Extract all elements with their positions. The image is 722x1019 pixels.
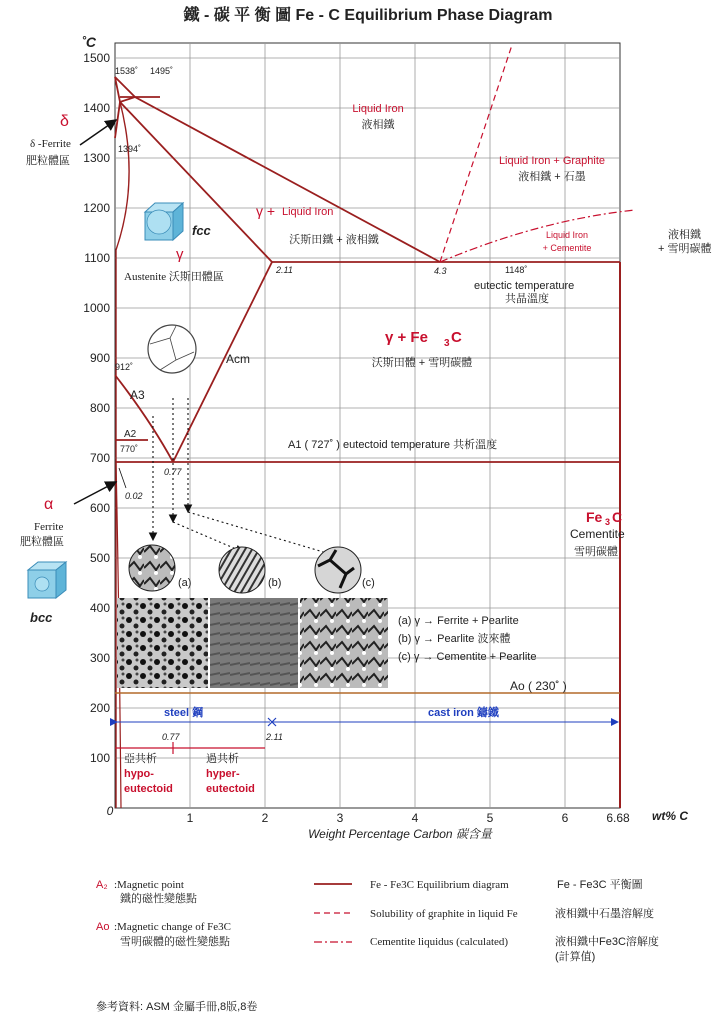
- fe3c-c: C: [612, 509, 623, 525]
- fe3c-label: Fe: [586, 509, 603, 525]
- graphite-solubility-line: [440, 45, 512, 262]
- y-tick: 700: [89, 451, 110, 465]
- x-tick: 6.68: [606, 811, 630, 825]
- a3-label: A3: [130, 388, 145, 402]
- legend-dashed-zh: 液相鐵中石墨溶解度: [555, 908, 654, 920]
- right-label-2: + 雪明碳體: [658, 243, 712, 255]
- p002-leader: [119, 468, 126, 488]
- legend-a2-line2: 鐵的磁性變態點: [120, 893, 197, 905]
- hypo-2: eutectoid: [124, 783, 173, 795]
- steel-cast-iron-bar: [115, 718, 618, 754]
- fcc-label: fcc: [192, 223, 211, 238]
- liquid-cementite-1: Liquid Iron: [545, 230, 589, 240]
- hypo-zh: 亞共析: [124, 753, 157, 765]
- liquid-graphite-en: Liquid Iron + Graphite: [498, 155, 606, 167]
- austenite-label: Austenite 沃斯田體區: [124, 271, 224, 283]
- legend-solid-label: Fe - Fe3C Equilibrium diagram: [370, 879, 509, 891]
- y-tick: 300: [89, 651, 110, 665]
- point-1394: 1394˚: [118, 144, 142, 154]
- eutectic-zh: 共晶溫度: [505, 293, 549, 305]
- transformation-a: (a) γ → Ferrite + Pearlite: [398, 615, 519, 627]
- legend-solid-zh: Fe - Fe3C 平衡圖: [557, 879, 643, 891]
- a2-label: A2: [124, 429, 137, 440]
- bcc-crystal-icon: [28, 562, 66, 598]
- legend-ao-key: Ao: [96, 921, 110, 933]
- legend-a2-key: A₂: [96, 879, 108, 891]
- y-axis: [81, 34, 110, 765]
- ao-label: Ao ( 230˚ ): [510, 679, 567, 693]
- gamma-liquid-en: Liquid Iron: [282, 206, 334, 218]
- y-tick: 1000: [83, 301, 110, 315]
- acm-label: Acm: [226, 352, 250, 366]
- y-tick: 200: [89, 701, 110, 715]
- y-tick: 1300: [83, 151, 110, 165]
- fe3c-sub: 3: [605, 517, 611, 527]
- x-tick: 0: [106, 804, 114, 818]
- delta-arrow: [80, 120, 116, 145]
- marker-0-77: 0.77: [162, 732, 180, 742]
- gamma-symbol: γ: [176, 246, 184, 263]
- hyper-zh: 過共析: [206, 753, 239, 765]
- legend-a2-line1: :Magnetic point: [114, 879, 184, 891]
- y-tick: 100: [89, 751, 110, 765]
- steel-bar-labels: [124, 705, 500, 795]
- bcc-label: bcc: [30, 610, 53, 625]
- legend-ao-line1: :Magnetic change of Fe3C: [114, 921, 231, 933]
- y-tick: 400: [89, 601, 110, 615]
- x-axis-title: Weight Percentage Carbon 碳含量: [308, 827, 492, 841]
- point-0-77: 0.77: [164, 467, 182, 477]
- alpha-symbol: α: [44, 496, 54, 513]
- micro-label-b: (b): [268, 577, 282, 589]
- steel-label: steel 鋼: [164, 707, 204, 719]
- point-1148: 1148˚: [505, 265, 528, 275]
- legend-dashdot-zh1: 液相鐵中Fe3C溶解度: [555, 936, 659, 948]
- y-tick: 1200: [83, 201, 110, 215]
- point-2-11: 2.11: [276, 265, 293, 275]
- hypo-1: hypo-: [124, 768, 154, 780]
- delta-ferrite-1: δ -Ferrite: [30, 138, 71, 150]
- marker-2-11: 2.11: [266, 732, 283, 742]
- hyper-1: hyper-: [206, 768, 240, 780]
- micrograph-photo-b: [210, 598, 298, 688]
- micrograph-photo-c: [300, 598, 388, 688]
- legend-dashdot-zh2: (計算值): [555, 951, 596, 963]
- x-tick: 3: [336, 811, 344, 825]
- micrograph-photo-a: [117, 598, 208, 688]
- y-tick: 900: [89, 351, 110, 365]
- x-tick: 1: [186, 811, 194, 825]
- page-title: 鐵 - 碳 平 衡 圖 Fe - C Equilibrium Phase Diagram: [183, 7, 553, 24]
- ferrite-label-1: Ferrite: [34, 521, 64, 533]
- point-912: 912˚: [115, 362, 134, 372]
- x-tick: 2: [261, 811, 269, 825]
- fcc-crystal-icon: [145, 203, 183, 240]
- cementite-en: Cementite: [570, 527, 625, 541]
- transformation-list: [398, 615, 536, 663]
- cementite-zh: 雪明碳體: [574, 546, 618, 558]
- transformation-arrows: [153, 398, 337, 556]
- point-1495: 1495˚: [150, 66, 174, 76]
- micro-label-c: (c): [362, 577, 375, 589]
- hyper-2: eutectoid: [206, 783, 255, 795]
- liquid-graphite-zh: 液相鐵 + 石墨: [518, 171, 586, 183]
- liquid-label-en: Liquid Iron: [352, 103, 404, 115]
- liquid-label-zh: 液相鐵: [361, 119, 395, 131]
- transformation-b: (b) γ → Pearlite 波來體: [398, 633, 511, 645]
- gamma-liquid-zh: 沃斯田鐵 + 液相鐵: [289, 234, 379, 246]
- gamma-fe3c-c: C: [451, 329, 462, 346]
- x-tick: 6: [561, 811, 569, 825]
- y-tick: 800: [89, 401, 110, 415]
- eutectic-en: eutectic temperature: [474, 280, 575, 292]
- legend-ao-line2: 雪明碳體的磁性變態點: [120, 936, 230, 948]
- legend: [96, 878, 659, 963]
- delta-symbol: δ: [60, 113, 69, 130]
- legend-dashdot-label: Cementite liquidus (calculated): [370, 936, 509, 948]
- austenite-grain-icon: [148, 325, 196, 373]
- a1-label: A1 ( 727˚ ) eutectoid temperature 共析溫度: [288, 439, 498, 451]
- y-tick: 1400: [83, 101, 110, 115]
- gamma-fe3c-sub: 3: [444, 338, 450, 349]
- point-770: 770˚: [120, 444, 139, 454]
- gamma-fe3c-zh: 沃斯田體 + 雪明碳體: [371, 357, 473, 369]
- x-tick: 5: [486, 811, 494, 825]
- y-tick: 600: [89, 501, 110, 515]
- y-tick: 500: [89, 551, 110, 565]
- point-0-02: 0.02: [125, 491, 143, 501]
- transformation-c: (c) γ → Cementite + Pearlite: [398, 651, 537, 663]
- right-label-1: 液相鐵: [668, 229, 701, 241]
- cast-iron-label: cast iron 鑄鐵: [428, 707, 499, 719]
- reference-note: 參考資料: ASM 金屬手冊,8版,8卷: [96, 1001, 258, 1013]
- point-1538: 1538˚: [115, 66, 139, 76]
- gamma-fe3c-label: γ + Fe: [385, 329, 428, 346]
- legend-dashed-label: Solubility of graphite in liquid Fe: [370, 908, 518, 920]
- delta-ferrite-2: 肥粒體區: [26, 155, 70, 167]
- x-tick: 4: [411, 811, 419, 825]
- y-unit-label: ˚C: [81, 34, 96, 50]
- micro-label-a: (a): [178, 577, 192, 589]
- y-tick: 1500: [83, 51, 110, 65]
- liquid-cementite-2: + Cementite: [542, 243, 592, 253]
- point-4-3: 4.3: [434, 266, 447, 276]
- gamma-liquid-greek: γ +: [256, 203, 276, 219]
- cementite-liquidus-line: [440, 210, 635, 262]
- x-axis: [107, 804, 689, 841]
- y-tick: 1100: [84, 251, 110, 265]
- ferrite-label-2: 肥粒體區: [20, 536, 64, 548]
- x-unit-label: wt% C: [652, 809, 688, 823]
- micrograph-circles: [129, 545, 361, 593]
